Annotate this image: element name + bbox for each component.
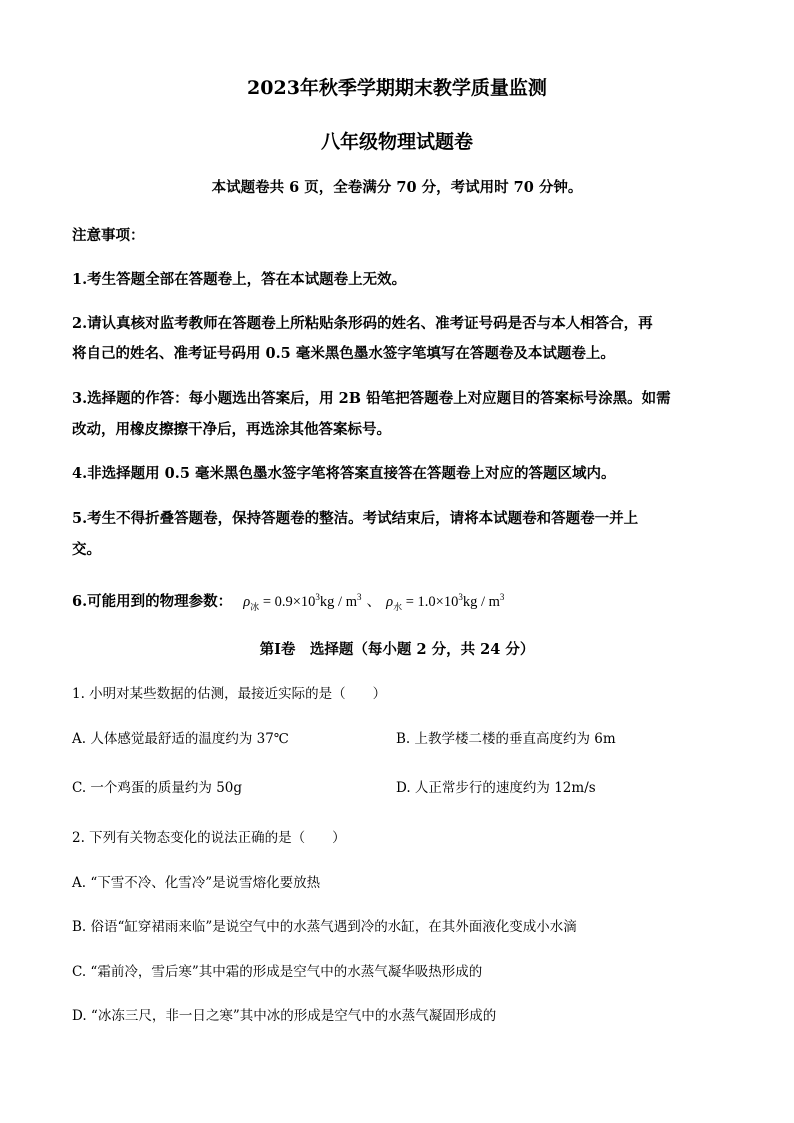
exam-title: 2023年秋季学期期末教学质量监测 <box>247 77 547 99</box>
question-1-stem: 1. 小明对某些数据的估测，最接近实际的是（ ） <box>72 686 387 702</box>
question-2-option-c: C. “霜前冷，雪后寒”其中霜的形成是空气中的水蒸气凝华吸热形成的 <box>72 964 483 980</box>
question-2-option-d: D. “冰冻三尺，非一日之寒”其中冰的形成是空气中的水蒸气凝固形成的 <box>72 1008 497 1024</box>
question-2-stem: 2. 下列有关物态变化的说法正确的是（ ） <box>72 830 346 846</box>
ice-density-formula: $\rho_冰 = 0.9\times 10^3kg / m^3$ <box>243 592 362 612</box>
notice-item-6-prefix: 6.可能用到的物理参数： <box>72 593 233 610</box>
notice-item-4: 4.非选择题用 0.5 毫米黑色墨水签字笔将答案直接答在答题卷上对应的答题区域内。 <box>72 465 616 482</box>
notice-item-2-line-1: 2.请认真核对监考教师在答题卷上所粘贴条形码的姓名、准考证号码是否与本人相答合，再 <box>72 315 653 332</box>
section-heading: 第Ⅰ卷 选择题（每小题 2 分，共 24 分） <box>259 641 535 658</box>
notice-item-6 <box>72 590 504 613</box>
notice-item-3-line-2: 改动，用橡皮擦擦干净后，再选涂其他答案标号。 <box>72 421 391 438</box>
param-separator: 、 <box>366 594 382 610</box>
question-1-option-a: A. 人体感觉最舒适的温度约为 37℃ <box>72 731 289 747</box>
notice-heading: 注意事项： <box>72 227 145 244</box>
question-2-option-b: B. 俗语“缸穿裙雨来临”是说空气中的水蒸气遇到冷的水缸，在其外面液化变成小水滴 <box>72 919 577 935</box>
question-1-option-b: B. 上教学楼二楼的垂直高度约为 6m <box>396 731 616 747</box>
notice-item-3-line-1: 3.选择题的作答：每小题选出答案后，用 2B 铅笔把答题卷上对应题目的答案标号涂黑。如需 <box>72 390 671 407</box>
exam-subtitle: 八年级物理试题卷 <box>320 131 473 153</box>
question-1-option-c: C. 一个鸡蛋的质量约为 50g <box>72 780 243 796</box>
notice-item-1: 1.考生答题全部在答题卷上，答在本试题卷上无效。 <box>72 271 407 288</box>
question-2-option-a: A. “下雪不冷、化雪冷”是说雪熔化要放热 <box>72 875 321 891</box>
question-1-option-d: D. 人正常步行的速度约为 12m/s <box>396 780 596 796</box>
notice-item-2-line-2: 将自己的姓名、准考证号码用 0.5 毫米黑色墨水签字笔填写在答题卷及本试题卷上。 <box>72 345 615 362</box>
water-density-formula: $\rho_水 = 1.0\times 10^3kg / m^3$ <box>386 592 505 612</box>
exam-info: 本试题卷共 6 页，全卷满分 70 分，考试用时 70 分钟。 <box>211 179 583 196</box>
notice-item-5-line-2: 交。 <box>72 541 101 558</box>
notice-item-5-line-1: 5.考生不得折叠答题卷，保持答题卷的整洁。考试结束后，请将本试题卷和答题卷一并上 <box>72 510 639 527</box>
